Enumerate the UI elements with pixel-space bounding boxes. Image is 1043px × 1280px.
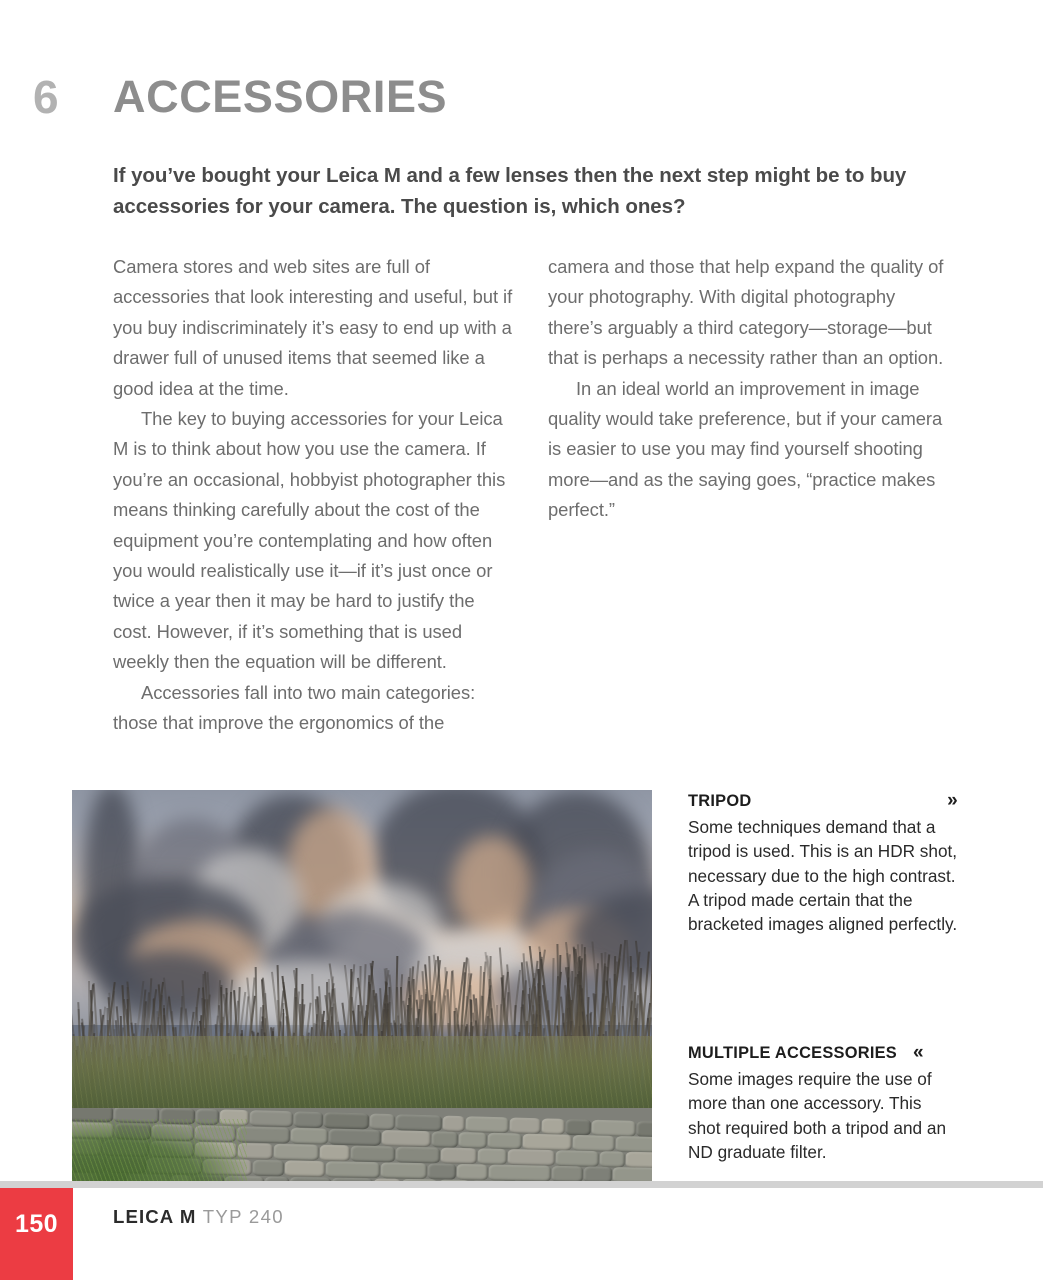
paragraph: The key to buying accessories for your Leica M is to think about how you use the camera. If you’re an occasional, hobbyist photographer this means thinking carefully about the cost of the equipment you’re contemplating and how often you would realistically use it—if it’s just once or twice a year then it may be hard to justify the cost. However, if it’s something that is used weekly then the equation will be different. (113, 408, 506, 673)
wall-stone (253, 1159, 285, 1176)
wall-stone (478, 1148, 507, 1165)
wall-stone (285, 1160, 325, 1177)
photo-foreground-grass (72, 1119, 247, 1181)
chevron-double-left-icon: « (913, 1042, 924, 1063)
wall-stone (489, 1164, 551, 1181)
chapter-number: 6 (33, 71, 59, 123)
wall-stone (323, 1112, 368, 1129)
wall-stone (440, 1147, 477, 1164)
caption-multiple-accessories (688, 1041, 958, 1164)
page-number: 150 (15, 1210, 58, 1238)
footer-running-title (113, 1206, 284, 1228)
wall-stone (565, 1118, 590, 1135)
footer-divider (0, 1181, 1043, 1188)
wall-stone (291, 1127, 329, 1144)
wall-stone (294, 1111, 323, 1128)
paragraph: Camera stores and web sites are full of accessories that look interesting and useful, but if you buy indiscriminately it’s easy to end up with a drawer full of unused items that seemed like a good idea at the time. (113, 256, 513, 399)
body-column-left (113, 252, 516, 739)
footer-title-strong: LEICA M (113, 1206, 197, 1227)
caption-tripod (688, 789, 958, 936)
wall-stone (458, 1131, 487, 1148)
wall-stone (320, 1144, 350, 1161)
wall-stone (396, 1146, 440, 1163)
photograph-stone-wall-sunset (72, 790, 652, 1181)
wall-stone (396, 1114, 442, 1131)
wall-stone (249, 1110, 293, 1127)
wall-stone (510, 1117, 541, 1134)
wall-stone (432, 1131, 458, 1148)
caption-title: TRIPOD (688, 792, 752, 810)
wall-stone (428, 1163, 456, 1180)
body-columns (113, 252, 951, 772)
wall-stone (443, 1115, 465, 1132)
caption-heading (688, 789, 958, 813)
page-title: ACCESSORIES (113, 71, 448, 122)
caption-title: MULTIPLE ACCESSORIES (688, 1044, 897, 1062)
chapter-standfirst: If you’ve bought your Leica M and a few lenses then the next step might be to buy accessories for your camera. The question is, which ones? (113, 164, 907, 218)
paragraph: In an ideal world an improvement in image quality would take preference, but if your camera is easier to use you may find yourself shooting more—and as the saying goes, “practice makes perfect.” (548, 377, 943, 521)
paragraph: Accessories fall into two main categories: those that improve the ergonomics of the (113, 681, 476, 734)
cloud-shape (452, 836, 532, 936)
wall-stone (329, 1128, 382, 1145)
footer-title-light: TYP 240 (202, 1206, 284, 1227)
wall-stone (273, 1143, 319, 1160)
caption-body: Some images require the use of more than one accessory. This shot required both a tripod and an ND graduate filter. (688, 1069, 946, 1162)
wall-stone (612, 1166, 652, 1181)
wall-stone (382, 1130, 431, 1147)
wall-stone (542, 1118, 565, 1135)
wall-stone (326, 1161, 380, 1178)
chapter-header (0, 68, 1043, 130)
caption-heading (688, 1041, 958, 1065)
paragraph: camera and those that help expand the quality of your photography. With digital photography there’s arguably a third category—storage—but that is perhaps a necessity rather than an option. (548, 256, 944, 369)
wall-stone (552, 1165, 583, 1181)
chevron-double-right-icon: » (947, 790, 958, 811)
wall-stone (488, 1132, 522, 1149)
caption-body: Some techniques demand that a tripod is used. This is an HDR shot, necessary due to the high contrast. A tripod made certain that the bracketed images aligned perfectly. (688, 817, 958, 935)
wall-stone (351, 1145, 395, 1162)
wall-stone (584, 1166, 612, 1181)
page-number-tab (0, 1188, 73, 1280)
wall-stone (599, 1151, 625, 1168)
wall-stone (381, 1162, 428, 1179)
wall-stone (369, 1113, 395, 1130)
wall-stone (457, 1163, 488, 1180)
body-column-right (548, 252, 951, 526)
